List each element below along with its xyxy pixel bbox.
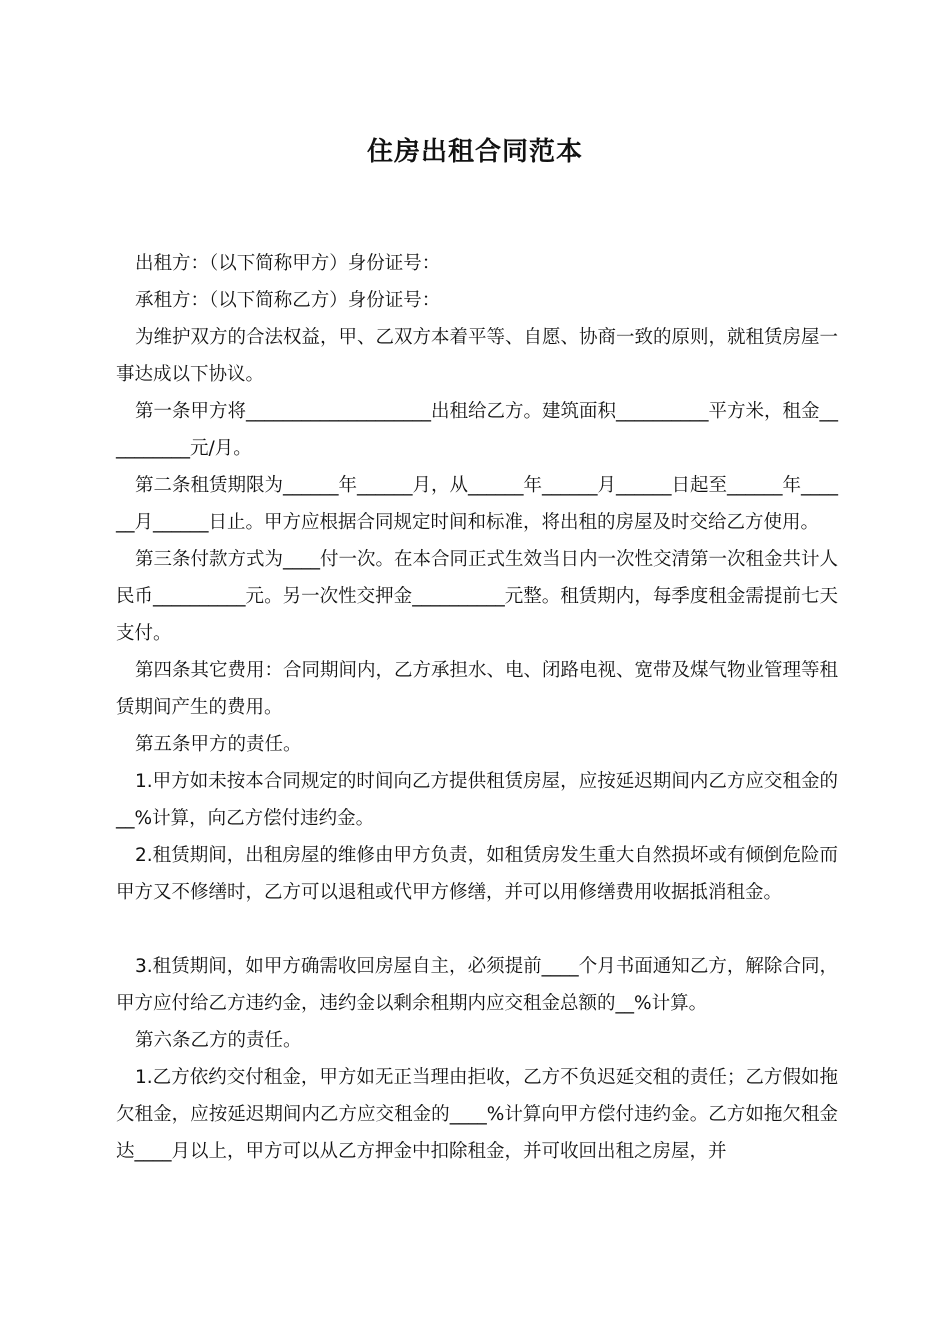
- article-5-clause-3: 3.租赁期间，如甲方确需收回房屋自主，必须提前____个月书面通知乙方，解除合同，甲方应付给乙方违约金，违约金以剩余租期内应交租金总额的__%计算。: [116, 956, 838, 1014]
- preamble-paragraph: 为维护双方的合法权益，甲、乙双方本着平等、自愿、协商一致的原则，就租赁房屋一事达成以下协议。: [116, 327, 839, 385]
- article-5-clause-1: 1.甲方如未按本合同规定的时间向乙方提供租赁房屋，应按延迟期间内乙方应交租金的__%计算，向乙方偿付违约金。: [116, 771, 838, 829]
- document-body: [116, 245, 838, 1170]
- article-5-clause-2: 2.租赁期间，出租房屋的维修由甲方负责，如租赁房发生重大自然损坏或有倾倒危险而甲方又不修缮时，乙方可以退租或代甲方修缮，并可以用修缮费用收据抵消租金。: [116, 845, 838, 903]
- article-5-heading: 第五条甲方的责任。: [135, 734, 302, 755]
- lessor-line: 出租方：（以下简称甲方）身份证号：: [135, 253, 441, 274]
- article-6-clause-1: 1.乙方依约交付租金，甲方如无正当理由拒收，乙方不负迟延交租的责任；乙方假如拖欠租金，应按延迟期间内乙方应交租金的____%计算向甲方偿付违约金。乙方如拖欠租金达____月以上，甲方可以从乙方押金中扣除租金，并可收回出租之房屋，并: [116, 1067, 838, 1162]
- article-2-paragraph: 第二条租赁期限为______年______月，从______年______月______日起至______年______月______日止。甲方应根据合同规定时间和标准，将出租的房屋及时交给乙方使用。: [116, 475, 839, 533]
- article-6-heading: 第六条乙方的责任。: [135, 1030, 302, 1051]
- article-4-paragraph: 第四条其它费用：合同期间内，乙方承担水、电、闭路电视、宽带及煤气物业管理等租赁期间产生的费用。: [116, 660, 839, 718]
- lessee-line: 承租方：（以下简称乙方）身份证号：: [135, 290, 441, 311]
- article-1-paragraph: 第一条甲方将____________________出租给乙方。建筑面积__________平方米，租金__________元/月。: [116, 401, 839, 459]
- document-title: 住房出租合同范本: [366, 137, 583, 167]
- article-3-paragraph: 第三条付款方式为____付一次。在本合同正式生效当日内一次性交清第一次租金共计人民币__________元。另一次性交押金__________元整。租赁期内，每季度租金需提前七天支付。: [116, 549, 839, 644]
